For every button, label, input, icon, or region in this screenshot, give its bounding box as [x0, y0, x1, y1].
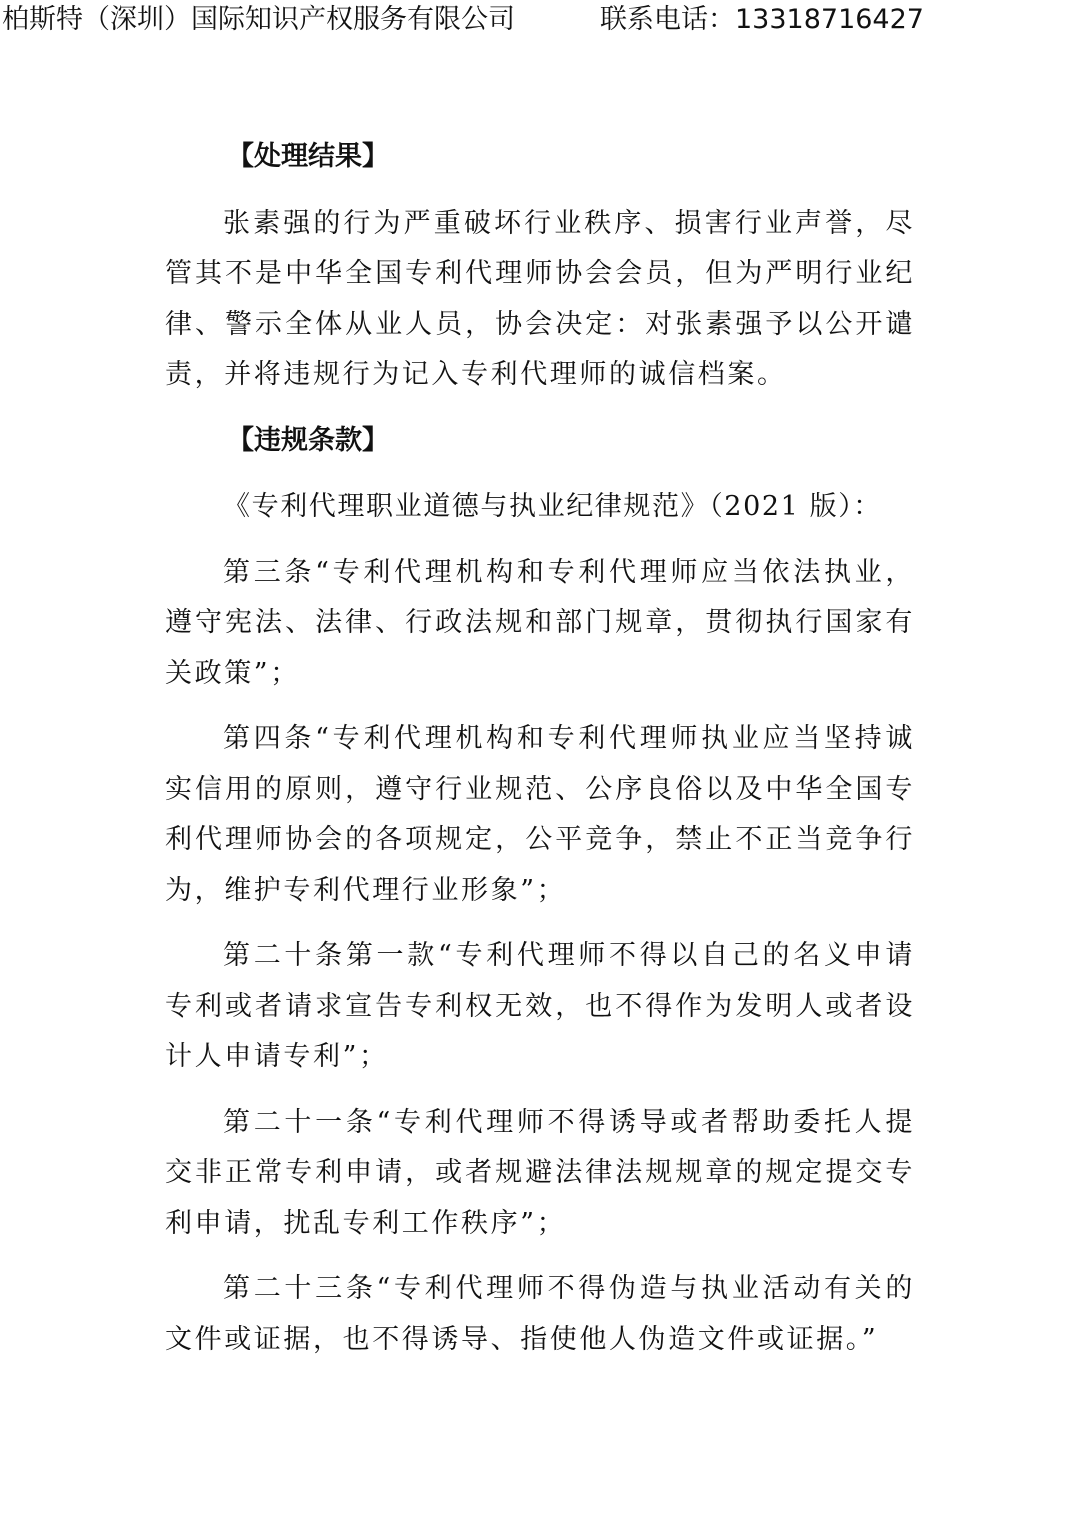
- document-body: [165, 132, 915, 1380]
- article-20: 第二十条第一款“专利代理师不得以自己的名义申请专利或者请求宣告专利权无效，也不得作为发明人或者设计人申请专利”；: [165, 940, 915, 1072]
- article-23: 第二十三条“专利代理师不得伪造与执业活动有关的文件或证据，也不得诱导、指使他人伪造文件或证据。”: [165, 1273, 915, 1355]
- article-3: 第三条“专利代理机构和专利代理师应当依法执业，遵守宪法、法律、行政法规和部门规章，贯彻执行国家有关政策”；: [165, 556, 915, 689]
- contact-phone: 联系电话：13318716427: [600, 4, 924, 35]
- result-paragraph: 张素强的行为严重破坏行业秩序、损害行业声誉，尽管其不是中华全国专利代理师协会会员，但为严明行业纪律、警示全体从业人员，协会决定：对张素强予以公开谴责，并将违规行为记入专利代理师的诚信档案。: [165, 207, 915, 390]
- section-heading-result: 【处理结果】: [227, 141, 389, 172]
- article-4: 第四条“专利代理机构和专利代理师执业应当坚持诚实信用的原则，遵守行业规范、公序良俗以及中华全国专利代理师协会的各项规定，公平竞争，禁止不正当竞争行为，维护专利代理行业形象”；: [165, 723, 915, 906]
- article-21: 第二十一条“专利代理师不得诱导或者帮助委托人提交非正常专利申请，或者规避法律法规规章的规定提交专利申请，扰乱专利工作秩序”；: [165, 1106, 915, 1239]
- company-name: 柏斯特（深圳）国际知识产权服务有限公司: [2, 4, 515, 35]
- page-header: [0, 0, 1080, 40]
- regulation-citation: 《专利代理职业道德与执业纪律规范》（2021 版）：: [223, 491, 882, 522]
- section-heading-violations: 【违规条款】: [227, 424, 389, 456]
